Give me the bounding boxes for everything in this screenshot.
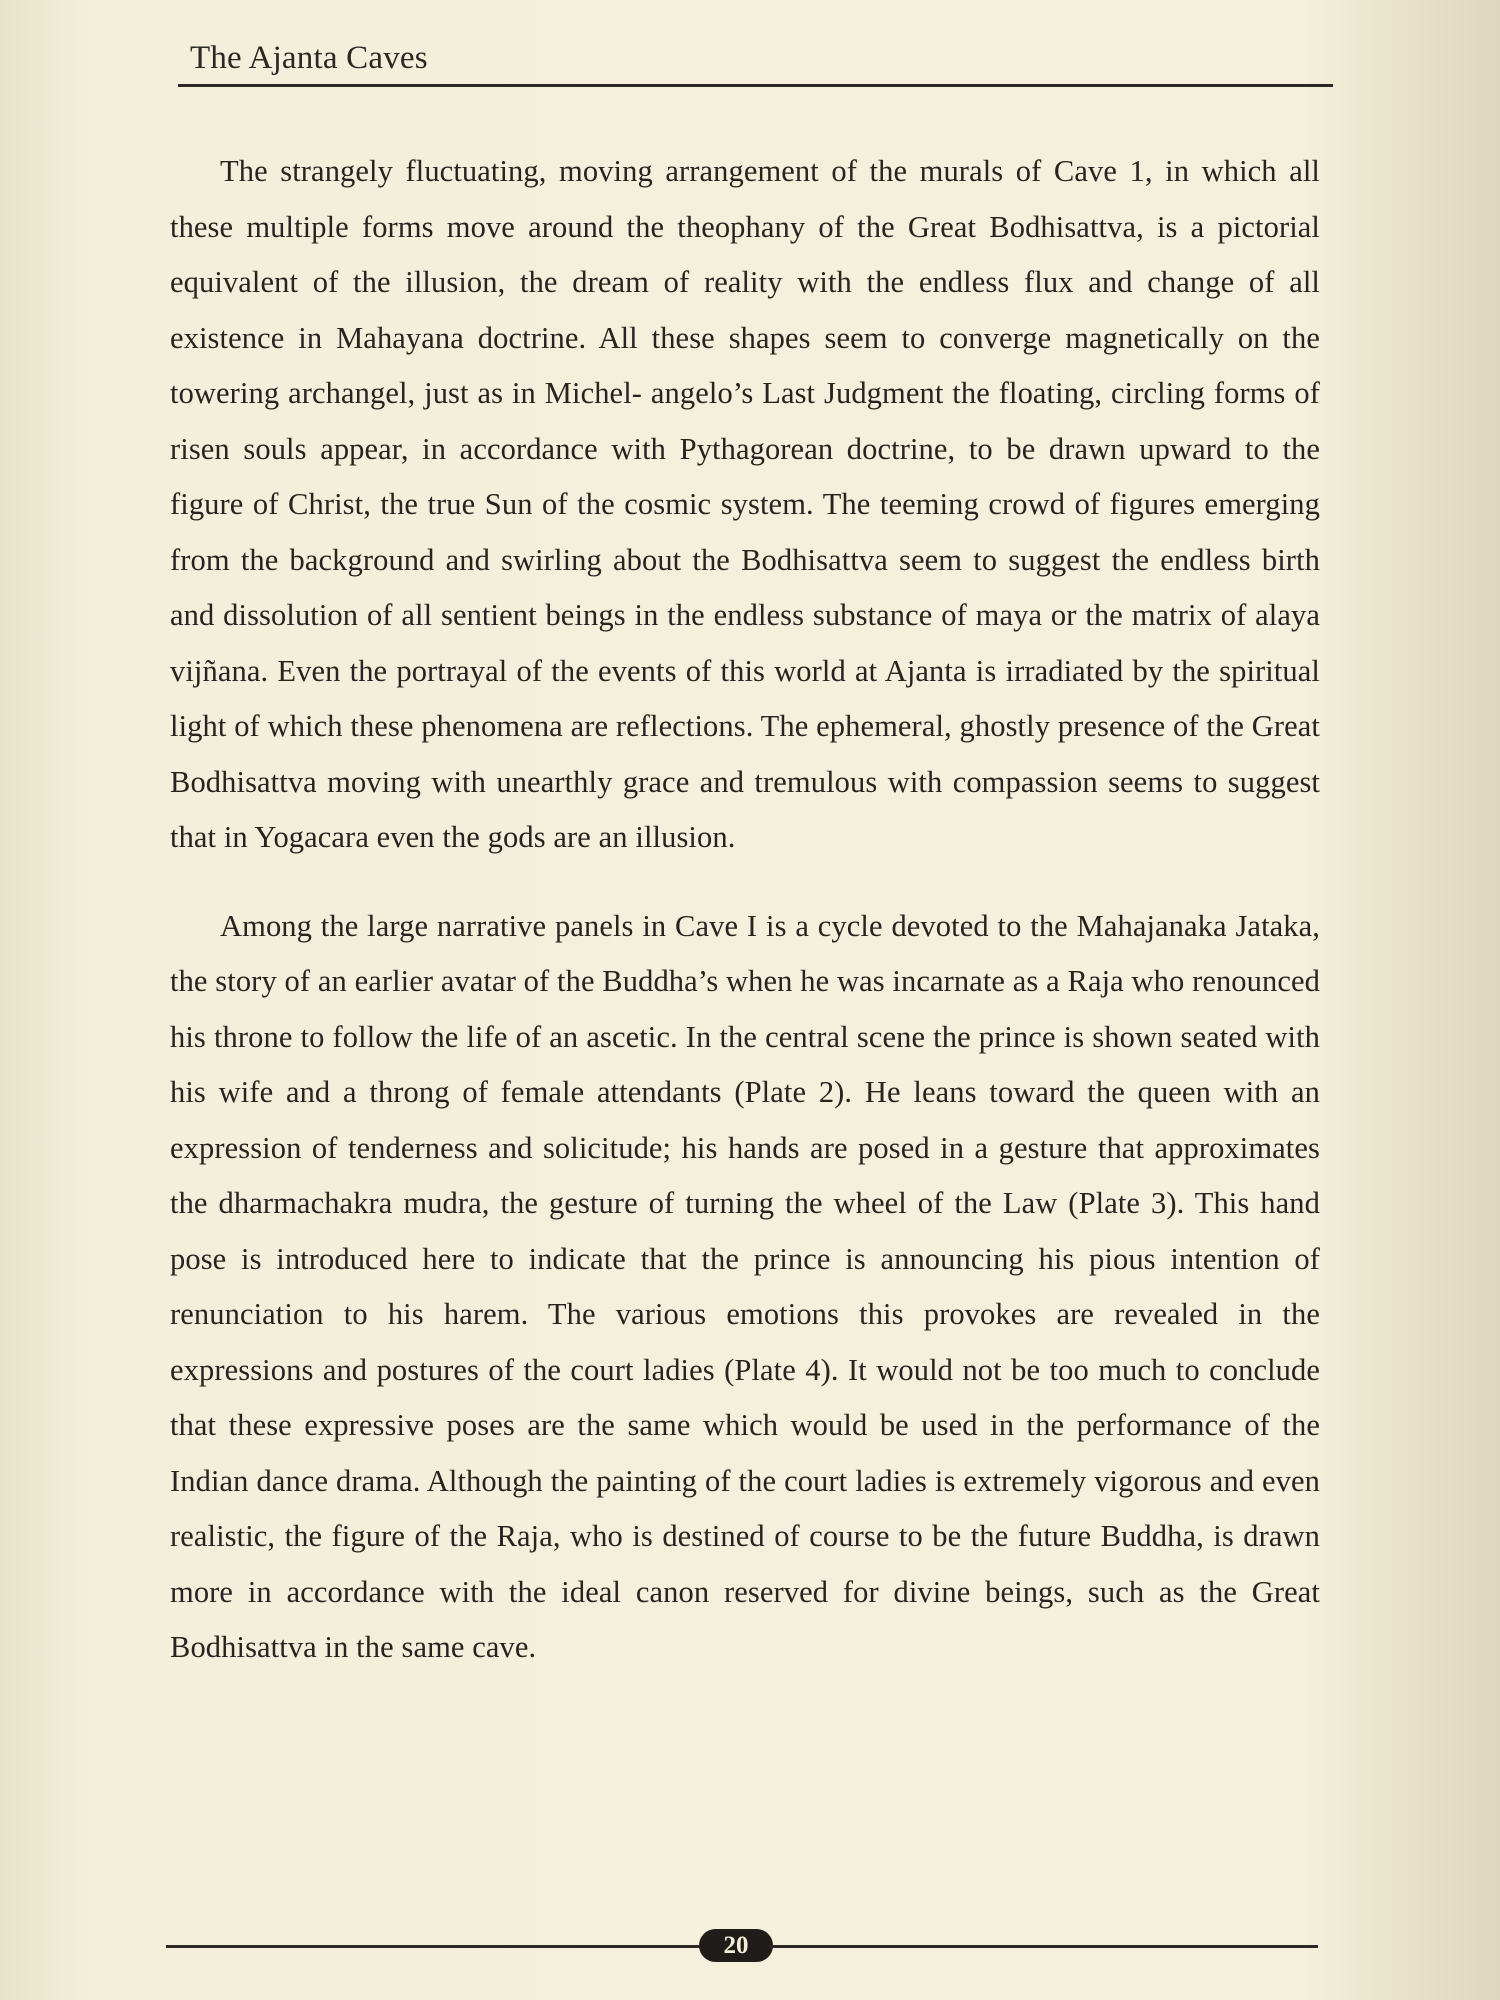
body-text xyxy=(170,144,1320,1676)
header-title: The Ajanta Caves xyxy=(190,40,428,76)
paragraph-2: Among the large narrative panels in Cave I is a cycle devoted to the Mahajanaka Jataka, the story of an earlier avatar of the Buddha’s when he was incarnate as a Raja who renounced his throne to follow the life of an ascetic. In the central scene the prince is shown seated with his wife and a throng of female attendants (Plate 2). He leans toward the queen with an expression of tenderness and solicitude; his hands are posed in a gesture that approximates the dharmachakra mudra, the gesture of turning the wheel of the Law (Plate 3). This hand pose is introduced here to indicate that the prince is announcing his pious intention of renunciation to his harem. The various emotions this provokes are revealed in the expressions and postures of the court ladies (Plate 4). It would not be too much to conclude that these expressive poses are the same which would be used in the performance of the Indian dance drama. Although the painting of the court ladies is extremely vigorous and even realistic, the figure of the Raja, who is destined of course to be the future Buddha, is drawn more in accordance with the ideal canon reserved for divine beings, such as the Great Bodhisattva in the same cave. xyxy=(170,908,1320,1664)
paragraph-1: The strangely fluctuating, moving arrangement of the murals of Cave 1, in which all these multiple forms move around the theophany of the Great Bodhisattva, is a pictorial equivalent of the illusion, the dream of reality with the endless flux and change of all existence in Mahayana doctrine. All these shapes seem to converge magnetically on the towering archangel, just as in Michel- angelo’s Last Judgment the floating, circling forms of risen souls appear, in accordance with Pythagorean doctrine, to be drawn upward to the figure of Christ, the true Sun of the cosmic system. The teeming crowd of figures emerging from the background and swirling about the Bodhisattva seem to suggest the endless birth and dissolution of all sentient beings in the endless substance of maya or the matrix of alaya vijñana. Even the portrayal of the events of this world at Ajanta is irradiated by the spiritual light of which these phenomena are reflections. The ephemeral, ghostly presence of the Great Bodhisattva moving with unearthly grace and tremulous with compassion seems to suggest that in Yogacara even the gods are an illusion. xyxy=(170,154,1320,854)
page-footer xyxy=(166,1928,1318,1964)
footer-rule-right xyxy=(769,1945,1318,1948)
page-number: 20 xyxy=(699,1929,773,1962)
footer-rule-left xyxy=(166,1945,703,1948)
running-header xyxy=(178,36,1333,87)
